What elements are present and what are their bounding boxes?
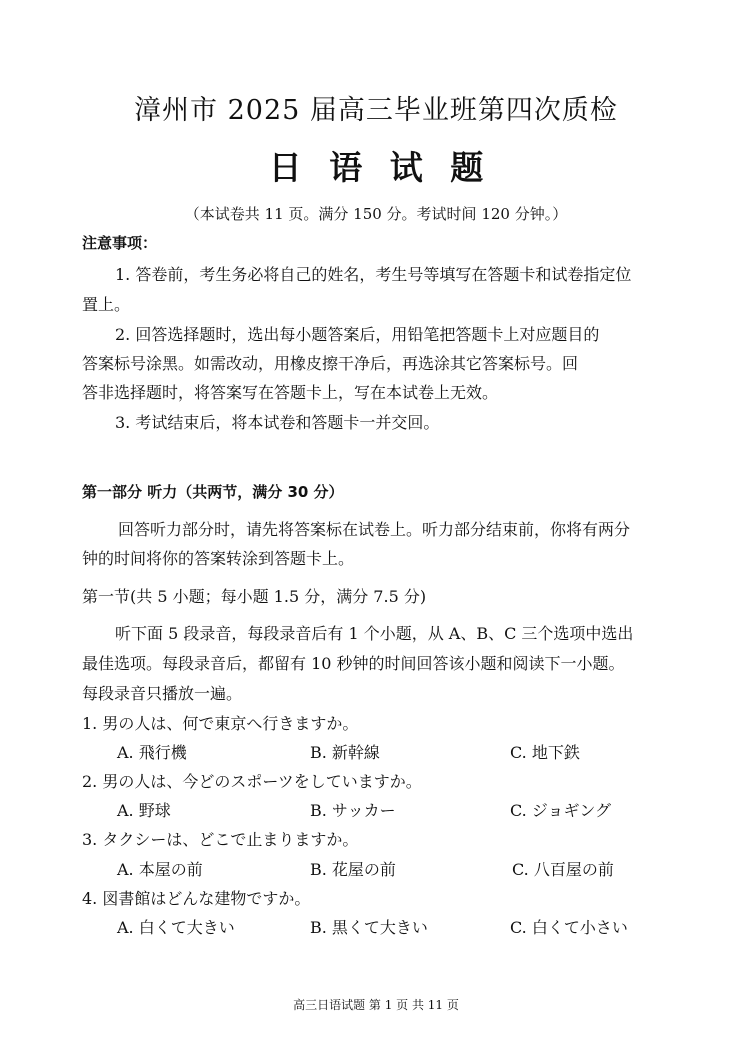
notice-line: 答案标号涂黑。如需改动，用橡皮擦干净后，再选涂其它答案标号。回 (82, 354, 579, 373)
option-c: C. 八百屋の前 (512, 860, 614, 879)
notice-line: 答非选择题时，将答案写在答题卡上，写在本试卷上无效。 (82, 383, 499, 402)
question-text: 3. タクシーは、どこで止まりますか。 (82, 830, 359, 849)
option-b: B. サッカー (310, 801, 396, 820)
notice-heading: 注意事项： (82, 234, 158, 252)
option-a: A. 飛行機 (117, 743, 187, 762)
notice-line: 2. 回答选择题时，选出每小题答案后，用铅笔把答题卡上对应题目的 (115, 325, 600, 344)
option-a: A. 野球 (117, 801, 171, 820)
subject-char: 语 (329, 148, 363, 187)
option-c: C. 白くて小さい (510, 918, 628, 937)
notice-line: 3. 考试结束后，将本试卷和答题卡一并交回。 (115, 413, 440, 432)
option-c: C. ジョギング (510, 801, 612, 820)
option-b: B. 黒くて大きい (310, 918, 428, 937)
page-footer: 高三日语试题 第 1 页 共 11 页 (293, 998, 459, 1012)
option-b: B. 新幹線 (310, 743, 380, 762)
exam-title: 漳州市 2025 届高三毕业班第四次质检 (134, 95, 618, 126)
section-intro-line: 每段录音只播放一遍。 (82, 684, 243, 703)
section-title: 第一节(共 5 小题；每小题 1.5 分，满分 7.5 分) (82, 587, 427, 606)
part1-heading: 第一部分 听力（共两节，满分 30 分） (82, 483, 344, 501)
part1-intro-line: 回答听力部分时，请先将答案标在试卷上。听力部分结束前，你将有两分 (118, 520, 631, 539)
notice-line: 1. 答卷前，考生务必将自己的姓名，考生号等填写在答题卡和试卷指定位 (115, 265, 632, 284)
subject-char: 题 (450, 148, 484, 187)
question-text: 2. 男の人は、今どのスポーツをしていますか。 (82, 772, 422, 791)
option-c: C. 地下鉄 (510, 743, 580, 762)
exam-info: （本试卷共 11 页。满分 150 分。考试时间 120 分钟。） (184, 205, 568, 223)
section-intro-line: 听下面 5 段录音，每段录音后有 1 个小题，从 A、B、C 三个选项中选出 (115, 624, 634, 643)
question-text: 1. 男の人は、何で東京へ行きますか。 (82, 714, 359, 733)
subject-char: 日 (268, 148, 302, 187)
question-text: 4. 図書館はどんな建物ですか。 (82, 889, 311, 908)
option-b: B. 花屋の前 (310, 860, 396, 879)
subject-char: 试 (389, 148, 423, 187)
section-intro-line: 最佳选项。每段录音后，都留有 10 秒钟的时间回答该小题和阅读下一小题。 (82, 654, 625, 673)
option-a: A. 本屋の前 (117, 860, 203, 879)
part1-intro-line: 钟的时间将你的答案转涂到答题卡上。 (82, 549, 355, 568)
option-a: A. 白くて大きい (117, 918, 235, 937)
subject-title (0, 142, 752, 189)
notice-line: 置上。 (82, 295, 131, 314)
